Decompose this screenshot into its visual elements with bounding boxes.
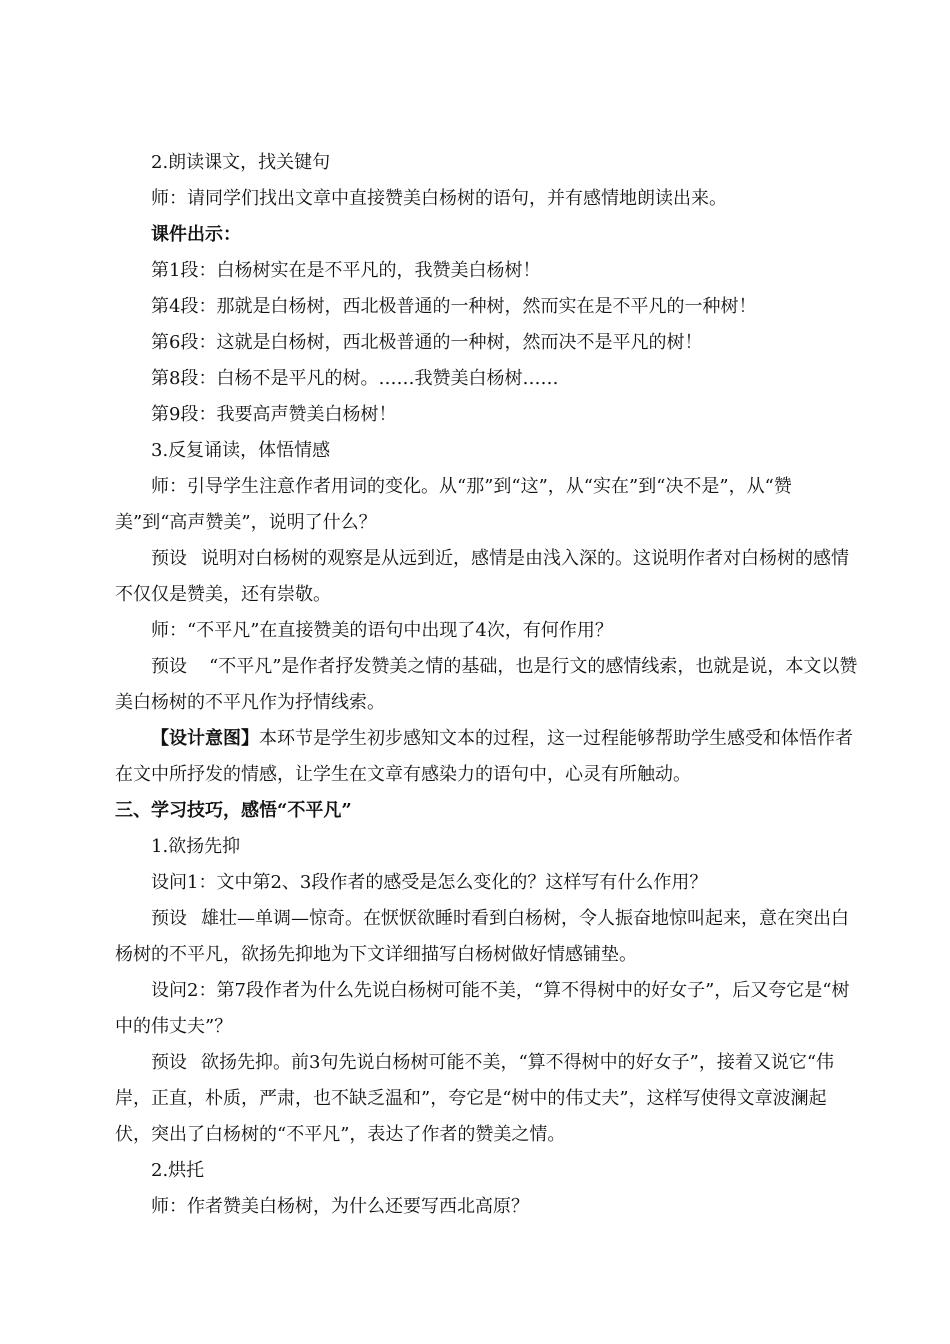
quote-para-4: 第4段：那就是白杨树，西北极普通的一种树，然而实在是不平凡的一种树！ bbox=[151, 296, 757, 317]
preset-label: 预设 bbox=[151, 908, 187, 929]
preset-text: 欲扬先抑。前3句先说白杨树可能不美，“算不得树中的好女子”，接着又说它“伟岸，正直，朴质，严肃，也不缺乏温和”，夸它是“树中的伟丈夫”，这样写使得文章波澜起伏，突出了白杨树的“不平凡”，表达了作者的赞美之情。 bbox=[115, 1052, 835, 1145]
courseware-label: 课件出示： bbox=[151, 224, 241, 245]
preset-2 bbox=[115, 649, 860, 721]
preset-label: 预设 bbox=[151, 548, 187, 569]
preset-label: 预设 bbox=[151, 656, 187, 677]
subheading-contrast: 2.烘托 bbox=[151, 1160, 205, 1181]
question-1: 设问1：文中第2、3段作者的感受是怎么变化的？这样写有什么作用？ bbox=[151, 872, 708, 893]
preset-text: 雄壮—单调—惊奇。在恹恹欲睡时看到白杨树，令人振奋地惊叫起来，意在突出白杨树的不平凡，欲扬先抑地为下文详细描写白杨树做好情感铺垫。 bbox=[115, 908, 849, 965]
quote-para-6: 第6段：这就是白杨树，西北极普通的一种树，然而决不是平凡的树！ bbox=[151, 332, 703, 353]
preset-4 bbox=[115, 1045, 860, 1153]
subheading-read-aloud: 2.朗读课文，找关键句 bbox=[151, 152, 331, 173]
preset-text: “不平凡”是作者抒发赞美之情的基础，也是行文的感情线索，也就是说，本文以赞美白杨树的不平凡作为抒情线索。 bbox=[115, 656, 858, 713]
teacher-line-4: 师：作者赞美白杨树，为什么还要写西北高原？ bbox=[151, 1196, 529, 1217]
teacher-line-1: 师：请同学们找出文章中直接赞美白杨树的语句，并有感情地朗读出来。 bbox=[151, 188, 727, 209]
quote-para-9: 第9段：我要高声赞美白杨树！ bbox=[151, 404, 397, 425]
teacher-line-3: 师：“不平凡”在直接赞美的语句中出现了4次，有何作用？ bbox=[151, 620, 613, 641]
subheading-suppress-first: 1.欲扬先抑 bbox=[151, 836, 241, 857]
subheading-repeat-read: 3.反复诵读，体悟情感 bbox=[151, 440, 331, 461]
section-heading-3: 三、学习技巧，感悟“不平凡” bbox=[115, 800, 352, 821]
preset-label: 预设 bbox=[151, 1052, 187, 1073]
quote-para-8: 第8段：白杨不是平凡的树。……我赞美白杨树…… bbox=[151, 368, 559, 389]
teacher-line-2: 师：引导学生注意作者用词的变化。从“那”到“这”，从“实在”到“决不是”，从“赞美”到“高声赞美”，说明了什么？ bbox=[115, 476, 792, 533]
quote-para-1: 第1段：白杨树实在是不平凡的，我赞美白杨树！ bbox=[151, 260, 541, 281]
preset-text: 说明对白杨树的观察是从远到近，感情是由浅入深的。这说明作者对白杨树的感情不仅仅是赞美，还有崇敬。 bbox=[115, 548, 849, 605]
question-2: 设问2：第7段作者为什么先说白杨树可能不美，“算不得树中的好女子”，后又夸它是“树中的伟丈夫”？ bbox=[115, 980, 850, 1037]
design-intent-label: 【设计意图】 bbox=[151, 728, 259, 749]
preset-1 bbox=[115, 541, 860, 613]
preset-3 bbox=[115, 901, 860, 973]
document-body bbox=[115, 145, 860, 1225]
design-intent-text: 本环节是学生初步感知文本的过程，这一过程能够帮助学生感受和体悟作者在文中所抒发的情感，让学生在文章有感染力的语句中，心灵有所触动。 bbox=[115, 728, 853, 785]
design-intent bbox=[115, 721, 860, 793]
